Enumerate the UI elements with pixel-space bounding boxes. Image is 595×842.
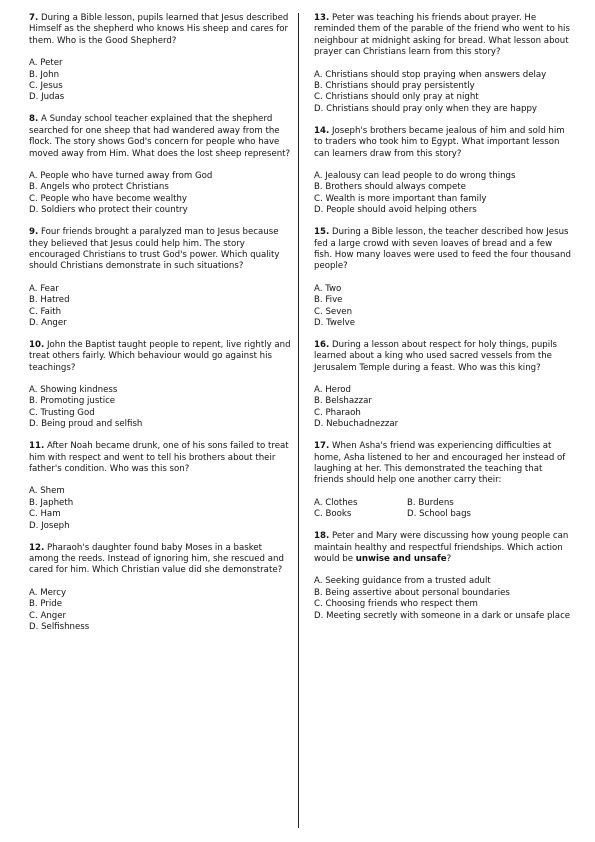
question-7 (29, 13, 291, 104)
answer-options (314, 171, 572, 217)
answer-options (29, 284, 291, 330)
question-text: During a Bible lesson, pupils learned that Jesus described Himself as the shepherd who knows His sheep and cares for them. Who is the Good Shepherd? (29, 13, 289, 46)
option-d[interactable]: D. People should avoid helping others (314, 205, 477, 216)
option-c[interactable]: C. Books (314, 509, 352, 520)
option-b[interactable]: B. Hatred (29, 295, 70, 306)
answer-options (314, 385, 572, 431)
question-number: 14. (314, 125, 330, 136)
option-a[interactable]: A. Fear (29, 283, 59, 294)
question-11 (29, 441, 291, 532)
option-d[interactable]: D. Selfishness (29, 621, 90, 632)
question-stem (29, 13, 291, 47)
question-text: Peter was teaching his friends about prayer. He reminded them of the parable of the friend who went to his neighbour at midnight asking for bread. What lesson about prayer can Christians learn from this story? (314, 13, 570, 58)
question-text: Pharaoh's daughter found baby Moses in a basket among the reeds. Instead of ignoring him, she rescued and cared for him. Which Christian value did she demonstrate? (29, 542, 284, 576)
option-a[interactable]: A. Christians should stop praying when answers delay (314, 69, 547, 80)
option-d[interactable]: D. Christians should pray only when they are happy (314, 103, 537, 114)
question-13 (314, 13, 572, 115)
question-stem (314, 126, 572, 160)
question-text: After Noah became drunk, one of his sons failed to treat him with respect and went to tell his brothers about their father's condition. Who was this son? (29, 441, 289, 474)
option-c[interactable]: C. Wealth is more important than family (314, 193, 487, 204)
question-stem (314, 227, 572, 273)
option-d[interactable]: D. School bags (407, 509, 471, 520)
question-18 (314, 531, 572, 622)
option-b[interactable]: B. Being assertive about personal boundaries (314, 587, 510, 598)
answer-options (314, 498, 572, 521)
answer-options (29, 58, 291, 104)
question-14 (314, 126, 572, 217)
option-c[interactable]: C. Trusting God (29, 407, 95, 418)
option-a[interactable]: A. Mercy (29, 587, 67, 598)
question-number: 7. (29, 13, 39, 23)
question-number: 17. (314, 441, 330, 452)
question-number: 16. (314, 339, 330, 350)
option-d[interactable]: D. Judas (29, 92, 65, 103)
question-8 (29, 114, 291, 216)
question-stem (29, 114, 291, 160)
answer-options (29, 486, 291, 532)
option-b[interactable]: B. John (29, 69, 60, 80)
option-d[interactable]: D. Anger (29, 317, 67, 328)
option-d[interactable]: D. Meeting secretly with someone in a dark or unsafe place (314, 610, 571, 621)
question-stem (29, 441, 291, 475)
answer-options (314, 70, 572, 116)
question-text: During a lesson about respect for holy things, pupils learned about a king who used sacred vessels from the Jerusalem Temple during a feast. Who was this king? (314, 339, 557, 373)
question-text: Four friends brought a paralyzed man to Jesus because they believed that Jesus could help him. The story encouraged Christians to trust God's power. Which quality should Christians demonstrate in such situations? (29, 227, 280, 272)
option-c[interactable]: C. Anger (29, 610, 67, 621)
column-divider (298, 13, 299, 828)
option-b[interactable]: B. Christians should pray persistently (314, 81, 475, 92)
question-stem (314, 441, 572, 487)
option-d[interactable]: D. Twelve (314, 317, 355, 328)
question-15 (314, 227, 572, 329)
question-16 (314, 340, 572, 431)
option-c[interactable]: C. Faith (29, 306, 62, 317)
option-a[interactable]: A. Clothes (314, 497, 358, 508)
option-b[interactable]: B. Angels who protect Christians (29, 182, 169, 193)
question-text-end: ? (446, 553, 452, 564)
option-c[interactable]: C. Choosing friends who respect them (314, 599, 478, 610)
option-a[interactable]: A. Herod (314, 385, 351, 396)
option-b[interactable]: B. Japheth (29, 497, 74, 508)
option-b[interactable]: B. Belshazzar (314, 396, 372, 407)
question-number: 15. (314, 227, 330, 238)
option-b[interactable]: B. Burdens (407, 497, 454, 508)
answer-options (29, 588, 291, 634)
question-stem (29, 543, 291, 577)
option-b[interactable]: B. Five (314, 295, 343, 306)
option-a[interactable]: A. Seeking guidance from a trusted adult (314, 576, 491, 587)
question-number: 18. (314, 531, 330, 542)
option-a[interactable]: A. Peter (29, 58, 63, 69)
option-c[interactable]: C. Ham (29, 509, 61, 520)
question-17 (314, 441, 572, 520)
question-10 (29, 340, 291, 431)
answer-options (29, 171, 291, 217)
option-a[interactable]: A. People who have turned away from God (29, 170, 213, 181)
option-b[interactable]: B. Brothers should always compete (314, 182, 466, 193)
option-c[interactable]: C. Pharaoh (314, 407, 361, 418)
question-text: John the Baptist taught people to repent, live rightly and treat others fairly. Which behaviour would go against his teachings? (29, 339, 291, 373)
answer-options (29, 385, 291, 431)
answer-options (314, 576, 572, 622)
option-a[interactable]: A. Showing kindness (29, 385, 118, 396)
option-c[interactable]: C. People who have become wealthy (29, 193, 188, 204)
question-stem (314, 13, 572, 59)
question-stem (29, 340, 291, 374)
question-text: During a Bible lesson, the teacher described how Jesus fed a large crowd with seven loaves of bread and a few fish. How many loaves were used to feed the four thousand people? (314, 227, 571, 272)
right-column (314, 13, 572, 632)
option-a[interactable]: A. Shem (29, 486, 65, 497)
question-stem (314, 531, 572, 565)
option-b[interactable]: B. Pride (29, 599, 63, 610)
question-emphasis: unwise and unsafe (355, 553, 447, 564)
option-d[interactable]: D. Joseph (29, 520, 70, 531)
left-column (29, 13, 291, 644)
question-number: 13. (314, 13, 330, 23)
question-9 (29, 227, 291, 329)
question-number: 12. (29, 542, 45, 553)
question-number: 8. (29, 114, 39, 125)
question-number: 9. (29, 227, 39, 238)
option-d[interactable]: D. Soldiers who protect their country (29, 205, 188, 216)
question-12 (29, 543, 291, 634)
option-c[interactable]: C. Jesus (29, 81, 63, 92)
question-text: When Asha's friend was experiencing difficulties at home, Asha listened to her and encouraged her instead of laughing at her. This demonstrated the teaching that friends should help one another carry their: (314, 441, 566, 486)
option-d[interactable]: D. Being proud and selfish (29, 419, 143, 430)
option-c[interactable]: C. Seven (314, 306, 353, 317)
question-text: Joseph's brothers became jealous of him and sold him to traders who took him to Egypt. What important lesson can learners draw from this story? (314, 125, 565, 159)
option-d[interactable]: D. Nebuchadnezzar (314, 419, 399, 430)
option-b[interactable]: B. Promoting justice (29, 396, 116, 407)
question-number: 11. (29, 441, 45, 452)
option-c[interactable]: C. Christians should only pray at night (314, 92, 479, 103)
question-text: Peter and Mary were discussing how young people can maintain healthy and respectful friendships. Which action would be (314, 531, 569, 564)
question-text: A Sunday school teacher explained that the shepherd searched for one sheep that had wandered away from the flock. The story shows God's concern for people who have moved away from Him. What does the lost sheep represent? (29, 114, 291, 159)
answer-options (314, 284, 572, 330)
option-a[interactable]: A. Jealousy can lead people to do wrong things (314, 170, 516, 181)
question-number: 10. (29, 339, 45, 350)
option-a[interactable]: A. Two (314, 283, 342, 294)
question-stem (314, 340, 572, 374)
question-stem (29, 227, 291, 273)
